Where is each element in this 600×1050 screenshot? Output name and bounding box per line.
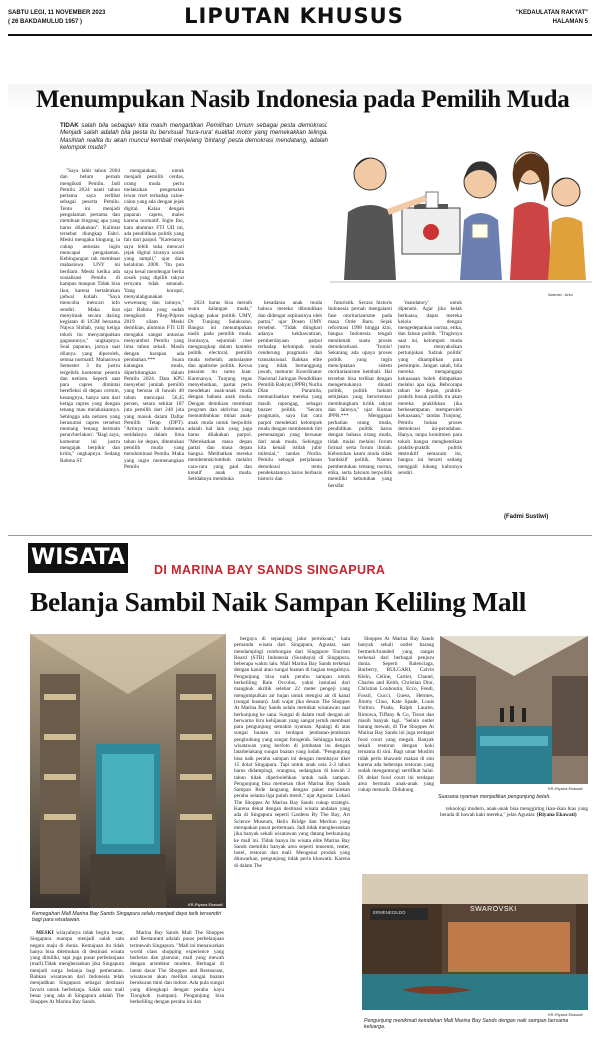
article1-author: (Fadmi Sustiwi) xyxy=(504,514,549,520)
date-line: SABTU LEGI, 11 NOVEMBER 2023 xyxy=(8,10,106,16)
article2-col1: MESKI wilayahnya tidak begitu besar, Singapura mampu menjadi salah satu negara maju di dunia. Kemajuan itu tidak hanya bisa ditemukan di destinasi wisata yang dimiliki, tapi juga pusat perbelanjaan (mall).Tidak mengherankan jika Singapura menjadi surga belanja bagi pemenatan. Bahkan wisatawan dari Indonesia telah menjadikan Singapura sebagai destinasi favorit untuk berbelanja. Salah satu mall besar yang ada di Singapura adalah The Shoppes At Marina Bay Sands. xyxy=(30,930,124,1006)
paper-name: "KEDAULATAN RAKYAT" xyxy=(515,10,588,16)
section-title: LIPUTAN KHUSUS xyxy=(184,4,404,28)
article1-col6: 'mandatory' untuk dipenuhi. Agar jika kelak berkuasa, dapat mereka kelola dengan mengedepankan norma, etika, dan falsun politik. "Tragisnya saat ini, kelompok muda justru menyaksikan pertunjukan 'ludruk politik' yang ditampilkan para pemimpin. Jangan salah, bila mereka menganggap kekuasaan boleh didapatkan melalui apa saja. Bebcorapa tahun ke depan, praktik-praktik busuk politik itu akan mereka praktikkan jika berkesempatan memperoleh kekuasaan," tandas Tunjung. Pemilu bukan proses demokrasi ini-peradaban. Hanya, tanpa komitmen para tokoh bangsa menghentikan praktik-praktik politik destruktif semacam itu, bangsa ini berarti sedang menggali lubang kuburnya sendiri. xyxy=(398,300,462,477)
article-pemilih-muda xyxy=(0,36,600,536)
voters-illustration xyxy=(330,112,592,290)
article1-col1: "Saya lahir tahun 2004 dan belum pernah mengikuti Pemilu. Jadi Pemilu 2024 nanti tahun pertama saya terlibat sebagai peserta Pemilu. Tentu ini menjadi pengalaman pertama dan membuat bingung apa yang harus dilakukan". Kalimat tersebut diungkap Fahri. Meski mengaku bingung, ia cukup antusias ingin mencapai pengalaman. Kebingungan tak membuat mahasiswa UNY ini berdiam. Meski ketika ada sosialisasi Pemilu di kampus maupun Tidak bisa ikut, karena bertabrakan jadwal kuliah. "Saya mencoba mencari info sendiri. Maka ikut menyimak secara daring kegiatan di UGM bersama Najwa Shihab, yang ketiga tokoh itu menyampaikan gagasannya," ungkapnya. Soal paparan, jarnya saat dilanya yang diperoleh, semua normatif. Mahasiswa Semester 3 itu justru tergelitik komentar peserta dan netizen. Seperti saat para capres dimintai berefleksi di depan cermin, kesangnya, hanya satu dari ketiga capres yang dengan tenang mau melakukannya. Sehingga ada netizen yang berasumsi capres tersebut memang 'tenang bermain peran/berlakon'. "Bagi saya, komentar ini justru mengajak berpikir dan kritis," ungkapnya. Sedang Rahma ST xyxy=(60,168,120,464)
article1-col4: kesadaran anak muda bahwa mereka dibutuhkan dan didengar aspirasinya oleh partai," ujar Dosen UMY tersebut. "Tidak diingkari adanya kekhawatiran, pemberdayaan parpol terhadap kelompok muda cenderung pragmatis dan transaksional. Bahkan elite yang tidak bertanggung jawab, menurut Koordinator Nasional Jaringan Pendidikan Pemilih Rakyat (JPPR) Nurlia Dian Paramita, memanfaatkan mereka yang masih rapongag, sebagai buzzer politik. "Secara pragmatis, saya liat cara parpol mendekati kelompok muda dengan membentuk tim pemenangan yang bersasar dari anak muda. Sehingga kita kenali istilah jubir milenial," tandas Nurlia. Pemilu sebagai perjalanan demokrasi tentu pendekatannya harus berbasis historis dan xyxy=(258,300,322,483)
wisata-label: WISATA xyxy=(31,545,125,570)
lead-text: salah bila sebagian kita masih mengartikan Pemilihan Umum sebagai pesta demokrasi. Menjadi salah adalah bila pesta itu bervisual 'hura-rura' kualitat motor yang memekakkan telinga. Masihlah realita itu akan muncul kembali menjelang 'bintang' pesta demokrasi mendatang, adalah kelompok muda? xyxy=(60,122,328,152)
photo2-credit: KR-Riyana Ekawati xyxy=(548,786,583,791)
photo3-caption: Pengunjung menikmati keindahan Mall Marina Bay Sands dengan naik sampan bersama keluarga. xyxy=(364,1018,569,1030)
article1-col3: 2024 harus bisa meraih suara kalangan muda," ungkap pakar politik UMY, Dr Tunjung Sulaksono. Bangsa ini menumpukan nasib pada pemilih muda. Ironisnya, sejumlah riset mengungkap dalam konteks politik electoral, pemilih muda terbelah; antusiasme dan apatisme politik. Kecua pusaran itu sama kuat. Karenanya, Tunjung tegas menyebutkan, partai perlu mendekati anak-anak muda dengan bahasa anak muda. Dengan demikian membuat program dan aktivitas yang menumbuhkan minat anak-anak muda untuk berpolitik adalah hal lain yang juga harus dilakukan parpol. "Merekatkan masa depan partai dan masa depan bangsa. Melibatkan mereka membentuk/tumbuh melalui cara-cara yang gaul dan kreatif anak muda. Setidaknya membuka xyxy=(188,300,252,483)
article2-author: (Riyana Ekawati) xyxy=(536,812,577,819)
date-sub: ( 26 BAKDAMULUD 1957 ) xyxy=(8,19,83,25)
page-number: HALAMAN 5 xyxy=(552,19,588,25)
photo1-credit: KR-Riyana Ekawati xyxy=(188,902,223,907)
article1-col2: mengatakan, untuk menjadi pemilih cerdas, orang muda perlu melakukan pengenalan lewat riset terhadap calon-calon yang ada dengan jejak digital. Kalau dengan paparan capres, males karena normatif. Ingin Iho, kata alumnus FTI UII ini, ada pendidikan politik yang fair dari parpol. "Karenanya saya lebih suka mencari jejak digital kiranya sosok yang tampil," ujar dara kelahiran 2000. "Itu pun saya kesal mendengar berita sosok yang dipilih rakyat ternyata tidak amanah. Yang korupsi, menyalahgunakan wewenang dan lainnya," ujar Rahma yang sudah mengikuti Pileg-Pilpres 2019 silam. Meski demikian, alumnus FTI UII mengaku sangat antusias menyambut Pemilu yang lima tahun sekali. Masih dengan harapan ada perubahan.*** Suara kalangan muda, diperhitungkan dalam Pemilu 2024. Data KPU menyebut jumlah pemilih yang berusia di bawah 40 tahun mencapai 56,45 persen, setara sekitar 107 juta pemilih dari 240 juta yang masuk dalam Daftar Pemilih Tetap (DPT). "Artinya nasib Indonesia setidaknya dalam lima tahun ke depan, ditentukan pemilih muda yang mendominasi Pemilu. Maka yang ingin memenangkan Pemilu xyxy=(124,168,184,470)
photo1-caption: Kemegahan Mall Marina Bay Sands Singapura selalu menjadi daya tarik tersendiri bagi para wisatawan. xyxy=(32,911,222,923)
article2-col2: Marina Bay Sands Mall The Shoppes and Restaurant adalah pusat perbelanjaan termewah Singapura. "Mall ini menawarkan world class shopping experience yang berkelas dan glamour, mall yang mewah dengan arsitektur modern. Berbagai di lantai dasar The Shoppes and Restaurant, wisatawan akan melihat sungai buatan berukuran mini dan indoor. Ada pula sungai yang dilengkapi dengan perahu kayu Tiongkok (sampan). Pengunjung bisa berkeliling dengan perahu ini dan xyxy=(130,930,224,1006)
photo2-caption: Suasana nyaman menjadikan pengunjung betah. xyxy=(438,794,551,800)
illustration-credit: ilustrasi : Arko xyxy=(548,292,573,297)
mall-canal-photo xyxy=(440,636,588,784)
article1-col5: futuristik. Secara historis Indonesia pernah mengalami fase otoritarianisme pada masa Orde Baru. Sejak reformasi 1998 hingga kini, bangsa Indonesia tengah menikmati suatu proses demokratisasi. "Ironis! Sekarang ada upaya proses politik yang ingin menciptakan sistem otoritarianisme kembali. Hal tersebut bisa terlihat dengan mengemukanya dinasti politik, politik hukum sebijakan yang berorientasi membungkam kritik rakyat dan lainnya," ujar Komas JPPR.*** Menggapai perhatian orang muda, pendidikan politik harus dengan bahasa orang muda, tidak mulai melalui forum formal serta forum ilmiah. Kebutuhan kaum muda tidak 'hardskill' politik. Namun pembentukan tentang norma, etika, serta falsium berpolitik memiliki kebutuhan yang bersifat xyxy=(328,300,392,489)
store-sign-right: SWAROVSKI xyxy=(470,906,517,913)
article2-col5: teknologi modern, anak-anak bisa menggiring ikan-ikan hias yang berada di bawah kaki mereka," jelas Agustar. (Riyana Ekawati) xyxy=(440,806,588,819)
photo3-credit: KR-Riyana Ekawati xyxy=(548,1012,583,1017)
article2-col4: Shoppes At Marina Bay Sands banyak sekali outlet barang bermerk/branded yang sangat terkenal dari berbagai penjuru dunia. Seperti Balenciaga, Burberry, BULGARI, Calvin Klein, Celine, Cartier, Chanel, Charles and Keith, Christian Dior, Christian Louboutin, Ecco, Fendi, Fossil, Gucci, Guess, Hermes, Jimmy Choo, Kate Spade, Louis Vuitton, Prada, Ralph Lauren, Rimowa, Tiffany & Co, Tissot dan masih banyak lagi. "Selain outlet barang mewah, di The Shoppes At Marina Bay Sands ini juga terdapat food court yang megah. Banyak sekali restoran dengan koki ternama di sini. Bagi umat Muslim tidak perlu khawatir makan di sini karena ada beberapa restoran yang sudah mengantongi sertifikat halal. Di dekat food court ini terdapat area bermain anak-anak yang cukup menarik. Didukung xyxy=(358,636,434,794)
article2-col3: bergaya di sepanjang jalur pertokoan," kata pemandu wisata dari Singapura, Agustar, saat mendampingi rombongan dari Singapore Tourism Board (STB) Indonesia (Surabaya) di Singapura, beberapa waktu lalu. Mall Marina Bay Sands terkenal dengan kanal atau sungai buatan di bagian tengahnya. Pengunjung bisa naik perahu sampan untuk berkeliling Rain Occulus, yakni instalasi dari mangkuk akrilik selebar 22 meter pengeji yang mengumpulkan air hujan untuk mengisi air di kanal (sungai buatan). Jadi wajar jika desain The Shoppes At Marina Bay Sands selalu memikat wisatawan saat berkunjung ke sana. Sungai di dalam mall dengan air berwarna biru kehijauan yang sangat jernih membuat para pengunjung semakin nyaman. Apalagi di atas sungai buatan ini terdapat jembatan-jembatan penghubung yang sangat fotogenik. Sehingga banyak wisatawan yang berfoto di jembatan ini dengan latarbelakang sungai buatan yang indah. "Pengunjung bisa naik perahu sampan ini dengan membayar tiket 15 dolar Singapura. Tapi untuk anak usia 2-3 tahun harus didampingi, orangtua, sedangkan di bawah 2 tahun tidak diperbolehkan untuk naik sampan. Pengunjung bisa memesan tiket Marina Bay Sands Sampan Ride langsung dengan paket melainkan perahu selama tiga puluh menit," ujar Agustar. Lokasi The Shoppes At Marina Bay Sands cukup strategis. Karena dekat dengan destinasi wisata andalan yang ada di Singapura seperti Gardens By The Bay, Art Science Museum, Helix Bridge dan Merlion yang merupakan pusat pertemuan. Jadi tidak mengherankan jika banyak sekali wisatawan yang datang berkunjung ke mall ini. Tidak hanya itu wisata elite Marina Bay Sands memiliki banyak area seperti museum, teater, hotel, restoran dan mall. Mengenai produk yang ditawarkan, pengunjung tidak perlu khawatir. Karena di dalam The xyxy=(234,636,350,869)
article2-kicker: DI MARINA BAY SANDS SINGAPURA xyxy=(154,563,386,577)
mall-storefront-photo xyxy=(362,874,588,1010)
article2-headline: Belanja Sambil Naik Sampan Keliling Mall xyxy=(30,586,527,617)
section-divider xyxy=(8,535,592,536)
mall-atrium-photo xyxy=(30,634,226,908)
article2-dropword: MESKI xyxy=(36,930,54,936)
article1-headline: Menumpukan Nasib Indonesia pada Pemilih Muda xyxy=(36,86,570,113)
store-sign-left: ERMENEGILDO xyxy=(373,910,406,915)
lead-dropword: TIDAK xyxy=(60,122,79,129)
article1-lead xyxy=(60,122,328,152)
